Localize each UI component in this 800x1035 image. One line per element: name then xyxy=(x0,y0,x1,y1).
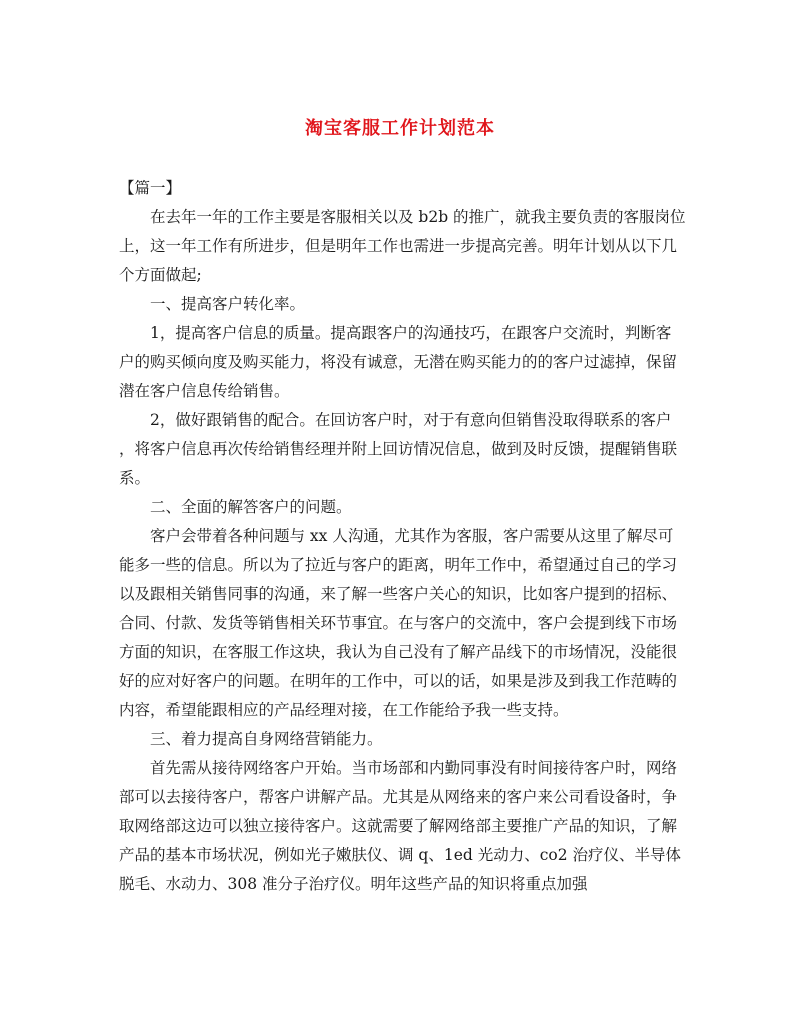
text-line: 二、全面的解答客户的问题。 xyxy=(150,498,352,516)
text-line: 上，这一年工作有所进步，但是明年工作也需进一步提高完善。明年计划从以下几 xyxy=(119,237,678,255)
text-line: 合同、付款、发货等销售相关环节事宜。在与客户的交流中，客户会提到线下市场 xyxy=(119,614,678,632)
text-line: 好的应对好客户的问题。在明年的工作中，可以的话，如果是涉及到我工作范畴的 xyxy=(119,672,678,690)
text-line: 取网络部这边可以独立接待客户。这就需要了解网络部主要推广产品的知识，了解 xyxy=(119,817,678,835)
paragraph xyxy=(119,754,689,899)
text-line: 2，做好跟销售的配合。在回访客户时，对于有意向但销售没取得联系的客户 xyxy=(150,411,672,429)
heading-2 xyxy=(119,493,689,522)
text-line: 户的购买倾向度及购买能力，将没有诚意，无潜在购买能力的的客户过滤掉，保留 xyxy=(119,353,678,371)
paragraph xyxy=(119,203,689,290)
document-body xyxy=(119,174,689,899)
paragraph xyxy=(119,319,689,406)
text-line: 三、着力提高自身网络营销能力。 xyxy=(150,730,383,748)
text-line: ，将客户信息再次传给销售经理并附上回访情况信息，做到及时反馈，提醒销售联 xyxy=(119,440,678,458)
text-line: 首先需从接待网络客户开始。当市场部和内勤同事没有时间接待客户时，网络 xyxy=(150,759,678,777)
paragraph xyxy=(119,522,689,725)
text-line: 在去年一年的工作主要是客服相关以及 b2b 的推广，就我主要负责的客服岗位 xyxy=(150,208,686,226)
document-title: 淘宝客服工作计划范本 xyxy=(305,118,495,139)
section-label: 【篇一】 xyxy=(119,179,182,197)
paragraph xyxy=(119,406,689,493)
heading-1 xyxy=(119,290,689,319)
text-line: 客户会带着各种问题与 xx 人沟通，尤其作为客服，客户需要从这里了解尽可 xyxy=(150,527,674,545)
text-line: 以及跟相关销售同事的沟通，来了解一些客户关心的知识，比如客户提到的招标、 xyxy=(119,585,678,603)
text-line: 内容，希望能跟相应的产品经理对接，在工作能给予我一些支持。 xyxy=(119,701,569,719)
text-line: 产品的基本市场状况，例如光子嫩肤仪、调 q、1ed 光动力、co2 治疗仪、半导体 xyxy=(119,846,682,864)
text-line: 1，提高客户信息的质量。提高跟客户的沟通技巧，在跟客户交流时，判断客 xyxy=(150,324,672,342)
text-line: 部可以去接待客户，帮客户讲解产品。尤其是从网络来的客户来公司看设备时，争 xyxy=(119,788,678,806)
heading-3 xyxy=(119,725,689,754)
text-line: 一、提高客户转化率。 xyxy=(150,295,306,313)
text-line: 潜在客户信息传给销售。 xyxy=(119,382,290,400)
text-line: 系。 xyxy=(119,469,151,487)
text-line: 方面的知识，在客服工作这块，我认为自己没有了解产品线下的市场情况，没能很 xyxy=(119,643,678,661)
text-line: 脱毛、水动力、308 准分子治疗仪。明年这些产品的知识将重点加强 xyxy=(119,875,588,893)
text-line: 能多一些的信息。所以为了拉近与客户的距离，明年工作中，希望通过自己的学习 xyxy=(119,556,678,574)
text-line: 个方面做起; xyxy=(119,266,202,284)
